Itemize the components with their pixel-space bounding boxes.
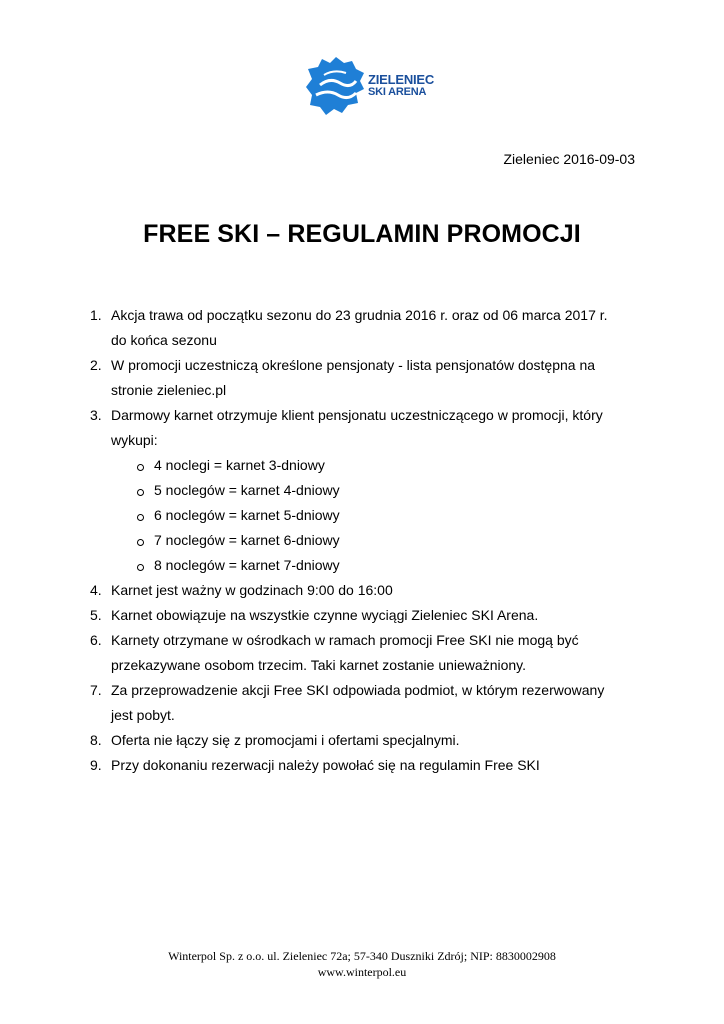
document-footer xyxy=(0,948,724,980)
zieleniec-ski-arena-logo xyxy=(306,55,435,117)
rule-text-line: Karnet obowiązuje na wszystkie czynne wyciągi Zieleniec SKI Arena. xyxy=(111,607,539,623)
rule-item-5 xyxy=(90,603,650,628)
rule-text-line: W promocji uczestniczą określone pensjonaty - lista pensjonatów dostępna na xyxy=(111,357,596,373)
rule-text-line: Darmowy karnet otrzymuje klient pensjonatu uczestniczącego w promocji, który xyxy=(111,407,603,423)
rule-number: 7. xyxy=(90,682,102,698)
pass-option-text: 8 noclegów = karnet 7-dniowy xyxy=(154,557,340,573)
circle-bullet-icon xyxy=(137,514,144,521)
rule-item-4 xyxy=(90,578,650,603)
pass-option-text: 4 noclegi = karnet 3-dniowy xyxy=(154,457,325,473)
rule-number: 3. xyxy=(90,407,102,423)
rule-text-line: jest pobyt. xyxy=(111,707,175,723)
document-date: Zieleniec 2016-09-03 xyxy=(503,151,635,167)
rule-text-line: przekazywane osobom trzecim. Taki karnet zostanie unieważniony. xyxy=(111,657,527,673)
rule-text-line: Karnety otrzymane w ośrodkach w ramach promocji Free SKI nie mogą być xyxy=(111,632,579,648)
rule-number: 5. xyxy=(90,607,102,623)
snowflake-logo-icon xyxy=(306,55,366,117)
list-item xyxy=(90,503,650,528)
circle-bullet-icon xyxy=(137,489,144,496)
rule-item-6 xyxy=(90,628,650,678)
rule-number: 1. xyxy=(90,307,102,323)
document-title: FREE SKI – REGULAMIN PROMOCJI xyxy=(143,220,581,248)
pass-options-list xyxy=(90,453,650,578)
rule-text-line: Oferta nie łączy się z promocjami i ofertami specjalnymi. xyxy=(111,732,460,748)
rule-item-7 xyxy=(90,678,650,728)
rule-text-line: Przy dokonaniu rezerwacji należy powołać się na regulamin Free SKI xyxy=(111,757,540,773)
rule-item-9 xyxy=(90,753,650,778)
rule-text-line: Za przeprowadzenie akcji Free SKI odpowiada podmiot, w którym rezerwowany xyxy=(111,682,605,698)
list-item xyxy=(90,553,650,578)
rule-item-8 xyxy=(90,728,650,753)
footer-website: www.winterpol.eu xyxy=(317,965,407,979)
list-item xyxy=(90,528,650,553)
rule-number: 8. xyxy=(90,732,102,748)
circle-bullet-icon xyxy=(137,464,144,471)
circle-bullet-icon xyxy=(137,539,144,546)
rule-item-2 xyxy=(90,353,650,403)
footer-company-info: Winterpol Sp. z o.o. ul. Zieleniec 72a; 57-340 Duszniki Zdrój; NIP: 8830002908 xyxy=(168,949,556,963)
rule-text-line: do końca sezonu xyxy=(111,332,217,348)
list-item xyxy=(90,453,650,478)
pass-option-text: 6 noclegów = karnet 5-dniowy xyxy=(154,507,340,523)
rule-text-line: Karnet jest ważny w godzinach 9:00 do 16:00 xyxy=(111,582,393,598)
rule-text-line: stronie zieleniec.pl xyxy=(111,382,227,398)
rule-text-line: Akcja trawa od początku sezonu do 23 grudnia 2016 r. oraz od 06 marca 2017 r. xyxy=(111,307,608,323)
circle-bullet-icon xyxy=(137,564,144,571)
logo-line-zieleniec: ZIELENIEC xyxy=(368,72,435,87)
rule-number: 6. xyxy=(90,632,102,648)
rules-list xyxy=(90,303,650,778)
rule-item-3 xyxy=(90,403,650,453)
pass-option-text: 5 noclegów = karnet 4-dniowy xyxy=(154,482,340,498)
rule-text-line: wykupi: xyxy=(111,432,158,448)
rule-number: 4. xyxy=(90,582,102,598)
rule-item-1 xyxy=(90,303,650,353)
pass-option-text: 7 noclegów = karnet 6-dniowy xyxy=(154,532,340,548)
logo-line-ski-arena: SKI ARENA xyxy=(368,86,427,98)
rule-number: 2. xyxy=(90,357,102,373)
rule-number: 9. xyxy=(90,757,102,773)
list-item xyxy=(90,478,650,503)
logo-wordmark xyxy=(368,73,434,99)
